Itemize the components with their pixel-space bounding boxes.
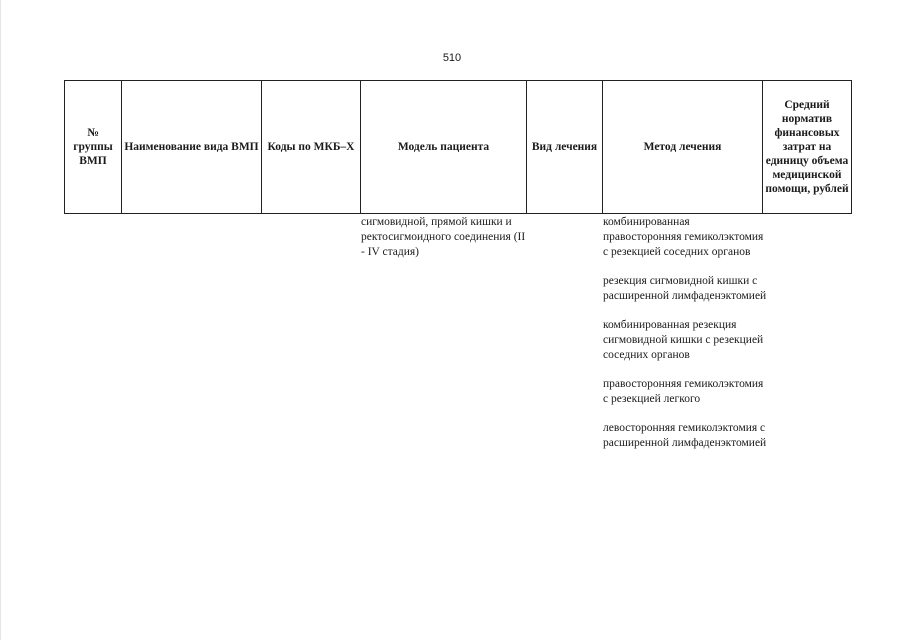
header-vmp-name: Наименование вида ВМП: [122, 81, 262, 214]
header-treatment-type: Вид лечения: [527, 81, 603, 214]
patient-model-cell: сигмовидной, прямой кишки и ректосигмоидного соединения (II - IV стадия): [361, 216, 526, 258]
header-group-no: № группы ВМП: [65, 81, 122, 214]
treatment-method-cell: [603, 215, 768, 465]
method-item: комбинированная правосторонняя гемиколэктомия с резекцией соседних органов: [603, 216, 764, 258]
method-item: левосторонняя гемиколэктомия с расширенной лимфаденэктомией: [603, 422, 767, 449]
page-number: 510: [442, 52, 462, 64]
header-avg-cost: Средний норматив финансовых затрат на единицу объема медицинской помощи, рублей: [763, 81, 852, 214]
method-item: резекция сигмовидной кишки с расширенной лимфаденэктомией: [603, 275, 767, 302]
header-row: [65, 81, 852, 214]
table-header: [64, 80, 852, 214]
method-item: комбинированная резекция сигмовидной кишки с резекцией соседних органов: [603, 319, 764, 361]
method-item: правосторонняя гемиколэктомия с резекцией легкого: [603, 378, 764, 405]
page-edge: [0, 0, 1, 640]
header-patient-model: Модель пациента: [361, 81, 527, 214]
header-mkb-codes: Коды по МКБ–Х: [262, 81, 361, 214]
header-treatment-method: Метод лечения: [603, 81, 763, 214]
